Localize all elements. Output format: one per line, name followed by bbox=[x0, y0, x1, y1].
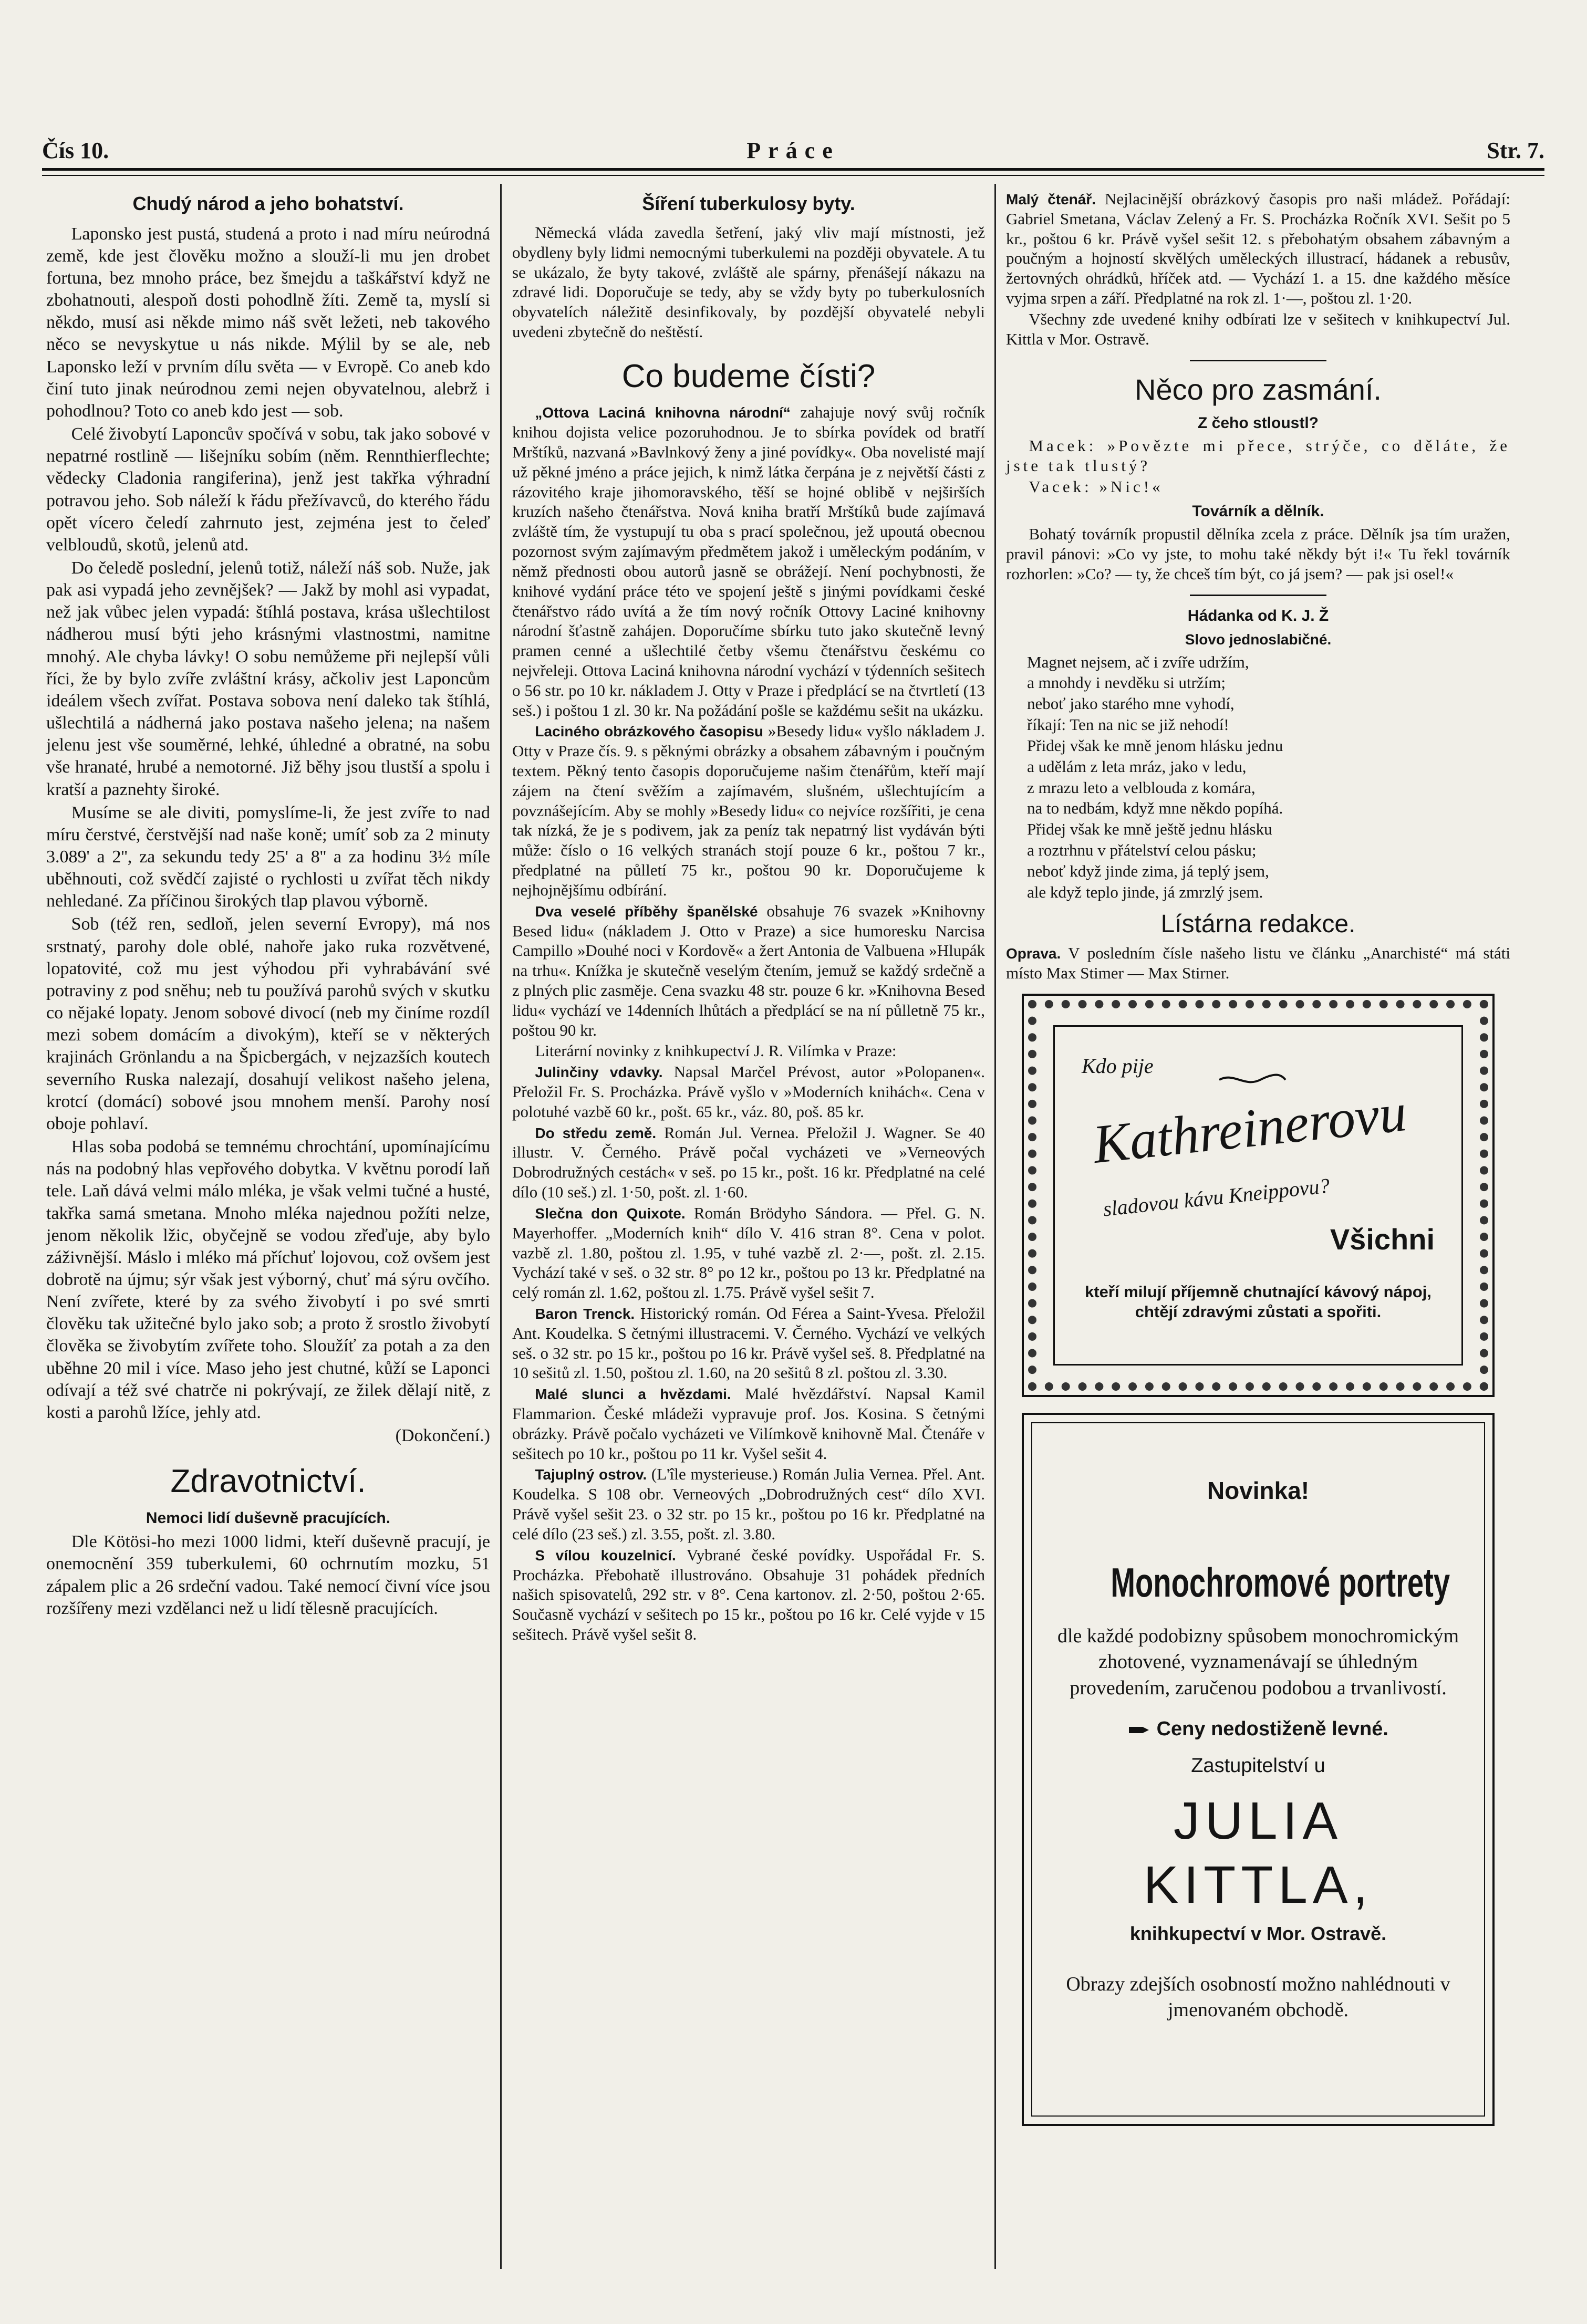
book-note-lead: Laciného obrázkového časopisu bbox=[535, 723, 764, 740]
book-note-lead: Tajuplný ostrov. bbox=[535, 1466, 647, 1483]
verse-line: neboť když jinde zima, já teplý jsem, bbox=[1027, 861, 1269, 880]
joke-title: Z čeho stloustl? bbox=[1197, 414, 1319, 432]
book-note bbox=[512, 1304, 985, 1383]
book-note bbox=[512, 721, 985, 900]
book-note-text: Román Jul. Vernea. Přeložil J. Wagner. Se 40 illustr. V. Černého. Právě počal vycházeti ve »Verneových Dobrodružných cestách« v seš. po 15 kr., pošt. 16 kr. Předplatné na celé dílo (10 seš.) zl. 1·50, pošt. zl. 1·60. bbox=[512, 1123, 985, 1202]
book-note-text: Román Brödyho Sándora. — Přel. G. N. Mayerhoffer. „Moderních knih“ dílo V. 416 stran 8°. Cena v polot. vazbě zl. 1.80, poštou zl. 1.95, v tuhé vazbě zl. 2·—, pošt. zl. 2.15. Vychází také v seš. o 32 str. 8° po 12 kr., poštou po 13 kr. Předplatné na celý román zl. 1.62, poštou zl. 1.75. Právě vyšel sešit 7. bbox=[512, 1203, 985, 1302]
book-note bbox=[512, 1464, 985, 1544]
book-note bbox=[512, 1203, 985, 1302]
book-note-text: Nejlacinější obrázkový časopis pro naši mládež. Pořádají: Gabriel Smetana, Václav Zelený a Fr. S. Procházka Ročník XVI. Sešit po 5 kr., poštou 6 kr. Právě vyšel sešit 12. s přebohatým obsahem zábavným a poučným a hojností skvělých uměleckých illustrací, hádanek a rebusův, žertovných ohrádků, hříček atd. — Vychází 1. a 15. dne každého měsíce vyjma srpen a září. Předplatné na rok zl. 1·—, poštou zl. 1·20. bbox=[1006, 190, 1510, 308]
paragraph: Sob (též ren, sedloň, jelen severní Evropy), má nos srstnatý, parohy dole oblé, nahoře jako ruka rozvětvené, lopatovité, což mu jest výhodou při vyhrabávání své potraviny z pod sněhu; neb tu používá parohů svých v skutku co nějaké lopaty. Jenom sobové divocí (neb my činíme rozdíl mezi sobem domácím a divokým), kteří se v některých krajinách Grönlandu a na Špicbergách, v nejzazších koutech severního Ruska nalezají, dosahují velikost našeho jelena, krotcí (domácí) sobové jsou mnohem menší. Parohy nosí oboje pohlaví. bbox=[46, 914, 490, 1133]
flourish-icon bbox=[1218, 1072, 1287, 1088]
ad-description: dle každé podobizny spůsobem monochromickým zhotovené, vyznamenávají se úhledným provedením, zaručenou podobou a trvanlivostí. bbox=[1057, 1624, 1459, 1699]
column-divider bbox=[994, 184, 996, 2269]
ad-title: Monochromové portrety bbox=[1111, 1559, 1450, 1606]
column-left bbox=[46, 189, 490, 1621]
joke-text: Bohatý továrník propustil dělníka zcela z práce. Dělník jsa tím uražen, pravil pánovi: »Co vy jste, to mohu také někdy být i!« Tu řekl továrník rozhorlen: »Co? — ty, že chceš tím být, co já jsem? — pak jsi osel!« bbox=[1006, 525, 1510, 583]
book-note-lead: Julinčiny vdavky. bbox=[535, 1064, 663, 1081]
advertisement-coffee bbox=[1022, 994, 1495, 1397]
book-note-text: Napsal Marčel Prévost, autor »Polopanen«. Přeložil Fr. S. Procházka. Právě vyšlo v »Moderních knihách«. Cena v polotuhé vazbě 60 kr., pošt. 65 kr., váz. 80, poš. 85 kr. bbox=[512, 1062, 985, 1121]
book-note bbox=[1006, 189, 1510, 308]
section-title: Co budeme čísti? bbox=[621, 358, 876, 394]
book-note-lead: S vílou kouzelnicí. bbox=[535, 1547, 676, 1564]
ad-prefix: Kdo pije bbox=[1082, 1054, 1154, 1078]
joke-title: Továrník a dělník. bbox=[1192, 502, 1324, 520]
article-title: Chudý národ a jeho bohatství. bbox=[132, 193, 404, 214]
verse-line: a roztrhnu v přátelství celou pásku; bbox=[1027, 840, 1257, 859]
ad-prices-text: Ceny nedostiženě levné. bbox=[1156, 1717, 1388, 1740]
paragraph: Laponsko jest pustá, studená a proto i nad míru neúrodná země, kde jest člověku možno a slouží-li mu jen drobet fortuna, bez mnoho práce, bez šmejdu a taškářství když ne zbohatnouti, alespoň dosti pohodlně žíti. Země ta, myslí si někdo, musí asi někde mimo náš svět ležeti, neb takového něco se nevyskytue u nás nikde. Mýlil by se ale, neb Laponsko leží v prvním dílu světa — v Evropě. Co aneb kdo činí tuto jinak neúrodnou zemi nejen obyvatelnou, alebrž i pohodlnou? Toto co aneb kdo jest — sob. bbox=[46, 224, 490, 421]
book-note bbox=[512, 1041, 985, 1061]
article-subtitle: Nemoci lidí duševně pracujících. bbox=[146, 1509, 391, 1527]
note-lead: Oprava. bbox=[1006, 945, 1061, 962]
ad-answer: Všichni bbox=[1330, 1222, 1435, 1256]
verse-line: Magnet nejsem, ač i zvíře udržím, bbox=[1027, 652, 1249, 671]
paragraph: Dle Kötösi-ho mezi 1000 lidmi, kteří duševně pracují, je onemocnění 359 tuberkulemi, 60 ochrnutím mozku, 51 zápalem plic a 26 srdeční vadou. Také nemocí čivní více jsou rozšířeny mezi vzdělanci než u lidí tělesně pracujících. bbox=[46, 1532, 490, 1618]
verse-line: ale když teplo jinde, já zmrzlý jsem. bbox=[1027, 882, 1263, 901]
paragraph: Celé živobytí Laponcův spočívá v sobu, tak jako sobové v nepatrné rostlině — lišejníku sobím (něm. Rennthierflechte; vědecky Cladonia rangiferina), jenž jest takřka výhradní potravou jeho. Sob náleží k řádu přežívavců, do kterého řádu opět vícero čeledí zahrnuto jest, zejména jest to čeleď velbloudů, skotů, jelenů atd. bbox=[46, 424, 490, 555]
book-note-text: Literární novinky z knihkupectví J. R. Vilímka v Praze: bbox=[535, 1041, 897, 1060]
header-rule bbox=[42, 168, 1544, 171]
riddle-subtitle: Slovo jednoslabičné. bbox=[1185, 631, 1332, 648]
newspaper-title: Práce bbox=[746, 138, 840, 163]
book-note bbox=[512, 901, 985, 1040]
paragraph: Hlas soba podobá se temnému chrochtání, upomínajícímu nás na podobný hlas vepřového dobytka. V květnu porodí laň tele. Laň dává velmi málo mléka, je však velmi tučné a husté, takřka samá smetana. Mnoho mléka najednou požíti nelze, jenom několik lžic, obyčejně se vodou zřeďuje, aby bylo záživnější. Máslo i mléko má příchuť lojovou, což ovšem jest dobrotě na újmu; sýr však jest výborný, chuť má sýru ovčího. Není zvířete, které by za svého živobytí i po své smrti člověku tak užitečné bylo jako sob; a proto ž srostlo živobytí člověka se živobytím zvířete toho. Sloužíť za potah a za den uběhne 20 mil i více. Maso jeho jest chutné, kůží se Laponci odívají a též své chatrče ni pokrývají, ze žilek dělají nitě, z kosti a parohů lžíce, jehly atd. bbox=[46, 1137, 490, 1422]
advertisement-portraits bbox=[1022, 1413, 1495, 2126]
ad-agent: Zastupitelství u bbox=[1191, 1755, 1325, 1777]
paragraph: Všechny zde uvedené knihy odbírati lze v sešitech v knihkupectví Jul. Kittla v Mor. Ostravě. bbox=[1006, 309, 1510, 348]
book-note bbox=[512, 402, 985, 720]
book-note-lead: „Ottova Laciná knihovna národní“ bbox=[535, 404, 791, 421]
column-right bbox=[1006, 189, 1510, 2126]
verse-line: z mrazu leto a velblouda z komára, bbox=[1027, 778, 1256, 797]
ad-text: kteří milují příjemně chutnající kávový nápoj, chtějí zdravými zůstati a spořiti. bbox=[1085, 1282, 1432, 1321]
editorial-note bbox=[1006, 943, 1510, 983]
book-note bbox=[512, 1384, 985, 1463]
book-note-text: (L'île mysterieuse.) Román Julia Vernea. Přel. Ant. Koudelka. S 108 obr. Verneových „Dobrodružných cest“ dílo XVI. Právě vyšel sešit 23. o 32 str. po 15 kr., poštou po 16 kr. Předplatné na celé dílo (23 seš.) zl. 3.55, pošt. zl. 3.80. bbox=[512, 1465, 985, 1543]
section-title: Něco pro zasmání. bbox=[1135, 372, 1382, 406]
ad-novinka: Novinka! bbox=[1207, 1476, 1310, 1504]
ad-firm: JULIA KITTLA, bbox=[1143, 1791, 1373, 1914]
book-note bbox=[512, 1545, 985, 1644]
divider bbox=[1190, 360, 1326, 361]
ad-product: sladovou kávu Kneippovu? bbox=[1102, 1173, 1331, 1221]
note-text: V posledním čísle našeho listu ve článku „Anarchisté“ má státi místo Max Stimer — Max Stirner. bbox=[1006, 943, 1510, 982]
verse-line: Přidej však ke mně ještě jednu hlásku bbox=[1027, 820, 1272, 839]
paragraph: Německá vláda zavedla šetření, jaký vliv mají místnosti, jež obydleny byly lidmi nemocnými tuberkulemi na později obyvatele. A tu se ukázalo, že byty takové, zvláště ale spárny, přenášejí nákazu na zdravé lidi. Doporučuje se tedy, aby se vždy byty po tuberkulosních obyvatelích náležitě desinfikovaly, by pozdější obyvatelé nebyli uvedeni zbytečně do neštěstí. bbox=[512, 223, 985, 341]
book-note bbox=[512, 1123, 985, 1202]
book-note-lead: Dva veselé příběhy španělské bbox=[535, 903, 758, 920]
verse-line: a mnohdy i nevděku si utržím; bbox=[1027, 673, 1226, 692]
verse-line: Přidej však ke mně jenom hlásku jednu bbox=[1027, 736, 1283, 755]
article-title: Šíření tuberkulosy byty. bbox=[642, 193, 855, 214]
section-title: Zdravotnictví. bbox=[170, 1463, 366, 1500]
ad-note: Obrazy zdejších osobností možno nahlédnouti v jmenovaném obchodě. bbox=[1066, 1973, 1450, 2021]
riddle-title: Hádanka od K. J. Ž bbox=[1187, 607, 1329, 624]
masthead bbox=[42, 131, 1544, 168]
pointing-hand-icon bbox=[1128, 1723, 1151, 1737]
book-note bbox=[512, 1062, 985, 1121]
verse-line: říkají: Ten na nic se již nehodí! bbox=[1027, 715, 1229, 734]
column-middle bbox=[512, 189, 985, 1645]
paragraph: Musíme se ale diviti, pomyslíme-li, že jest zvíře to nad míru čerstvé, čerstvější nad naše koně; umíť sob za 2 minuty 3.089' a 2'', za sekundu tedy 25' a 8'' a za hodinu 3½ míle uběhnouti, což svědčí zajisté o rychlosti u zvířat těch nikdy nehledané. Za příčinou širokých tlap plavou výborně. bbox=[46, 803, 490, 911]
joke-line: Vacek: »Nic!« bbox=[1029, 477, 1164, 496]
book-note-text: Vybrané české povídky. Uspořádal Fr. S. Procházka. Přebohatě illustrováno. Obsahuje 31 pohádek předních našich spisovatelů, 292 str. v 8°. Cena kartonov. zl. 2·50, poštou 2·65. Současně vychází v sešitech po 15 kr., poštou po 16 kr. Celé vyjde v 15 sešitech. Právě vyšel sešit 8. bbox=[512, 1545, 985, 1643]
book-note-text: Historický román. Od Férea a Saint-Yvesa. Přeložil Ant. Koudelka. S četnými illustracemi. V. Černého. Vychází ve velkých seš. o 32 str. po 15 kr., poštou po 16 kr. Právě vyšel seš. 8. Předplatné na 10 sešitů zl. 1.50, poštou zl. 1.60, na 20 sešitů 8 zl. poštou zl. 3.30. bbox=[512, 1304, 985, 1382]
book-note-lead: Do středu země. bbox=[535, 1124, 657, 1141]
ad-prices bbox=[1053, 1717, 1463, 1741]
book-note-lead: Slečna don Quixote. bbox=[535, 1205, 686, 1222]
divider bbox=[1190, 595, 1326, 596]
paragraph: Do čeledě poslední, jelenů totiž, náleží náš sob. Nuže, jak pak asi vypadá jeho zevnějšek? — Jakž by mohl asi vypadat, než jak vůbec jelen vypadá: štíhlá postava, krása ušlechtilost nádherou musí býti jeho krásnými vlastnostmi, namitne mnohý. Ale chyba lávky! O sobu nemůžeme při nejlepší vůli říci, že by bylo zvíře zvláštní krásy, ačkoliv jest Laponcům ideálem všech zvířat. Postava sobova není daleko tak štíhlá, ušlechtilá a nádherná jako postava našeho jelena; na našem jelenu jest vše souměrné, lehké, úhledné a obratné, na sobu vše hranaté, hrubé a nemotorné. Již běhy jsou tlustší a spolu i kratší a paznehty široké. bbox=[46, 558, 490, 799]
book-note-lead: Baron Trenck. bbox=[535, 1305, 635, 1322]
header-rule-thin bbox=[42, 175, 1544, 176]
issue-number: Čís 10. bbox=[42, 138, 109, 163]
ad-shop: knihkupectví v Mor. Ostravě. bbox=[1129, 1922, 1387, 1944]
verse-line: neboť jako starého mne vyhodí, bbox=[1027, 694, 1235, 713]
joke-line: Macek: »Povězte mi přece, strýče, co děláte, že jste tak tlustý? bbox=[1006, 436, 1510, 475]
verse-line: a udělám z leta mráz, jako v ledu, bbox=[1027, 757, 1247, 776]
continuation-note: (Dokončení.) bbox=[395, 1426, 490, 1446]
section-title: Lístárna redakce. bbox=[1160, 910, 1356, 939]
book-note-text: zahajuje nový svůj ročník knihou dojista velice pozoruhodnou. Je to sbírka povídek od bratří Mrštíků, nazvaná »Bavlnkový ženy a jiné povídky«. Oba novelisté mají už pěkné jméno a práce jejich, k nimž látka čerpána je z největší části z rázovitého kraje jihomoravského, těší se hojné oblibě v nejširších kruzích našeho čtenářstva. Nová kniha bratří Mrštíků bude zajímavá zvláště tím, že vystupují tu oba s prací společnou, jež upoutá obecnou pozornost svým zajímavým předmětem jakož i uměleckým podáním, v němž přednosti obou autorů jasně se obrážejí. Není pochybnosti, že knihové vydání práce této ve spojení ještě s jinými povídkami české čtenářstvo rádo uvítá a že tím nový ročník Ottovy Laciné knihovny národní šťastně zahájen. Doporučíme sbírku tuto jako skutečně levný pramen cenné a ušlechtilé četby všemu čtenářstvu českému co nejvřeleji. Ottova Laciná knihovna národní vychází v týdenních sešitech o 56 str. po 10 kr. nákladem J. Otty v Praze i předplácí se na čtvrtletí (13 seš.) i poštou 1 zl. 30 kr. Na požádání pošle se každému sešit na ukázku. bbox=[512, 403, 985, 720]
book-note-lead: Malý čtenář. bbox=[1006, 191, 1096, 207]
page-number: Str. 7. bbox=[1487, 138, 1544, 163]
book-note-text: »Besedy lidu« vyšlo nákladem J. Otty v Praze čís. 9. s pěknými obrázky a obsahem zábavným i poučným textem. Pěkný tento časopis doporučujeme našim čtenářům, kteří mají zájem na čtení svěžím a zajímavém, slušném, ušlechtujícím a povznášejícím. Aby se mohly »Besedy lidu« co nejvíce rozšířiti, je cena tak nízká, že je s podivem, jak za peníz tak nepatrný list vydáván býti může: číslo o 16 velkých stranách stojí pouze 6 kr., poštou 7 kr., předplatné na půlletí 75 kr., poštou 90 kr. Doporučujeme k nejhojnějšímu odbírání. bbox=[512, 722, 985, 899]
book-note-text: Malé hvězdářství. Napsal Kamil Flammarion. České mládeži vypravuje prof. Jos. Kosina. S četnými obrázky. Právě počalo vycházeti ve Vilímkově knihovně Mal. Čtenáře v sešitech po 10 kr., poštou po 11 kr. Vyšel sešit 4. bbox=[512, 1384, 986, 1463]
verse-line: na to nedbám, když mne někdo popíhá. bbox=[1027, 799, 1283, 818]
ad-frame bbox=[1031, 1422, 1485, 2117]
ad-brand: Kathreinerovu bbox=[1090, 1081, 1409, 1175]
book-note-text: obsahuje 76 svazek »Knihovny Besed lidu« (nákladem J. Otto v Praze) a sice humoresku Narcisa Campillo »Douhé noci v Kordově« a žert Antonia de Valbuena »Hlupák na trhu«. Knížka je skutečně veselým čtením, jemuž se každý srdečně a z plných plic zasměje. Cena svazku 48 str. pouze 6 kr. »Knihovna Besed lidu« vychází ve 14denních lhůtách a předplácí se na ní půlletně 75 kr., poštou 90 kr. bbox=[512, 901, 985, 1039]
column-divider bbox=[500, 184, 502, 2269]
book-note-lead: Malé slunci a hvězdami. bbox=[535, 1386, 731, 1403]
